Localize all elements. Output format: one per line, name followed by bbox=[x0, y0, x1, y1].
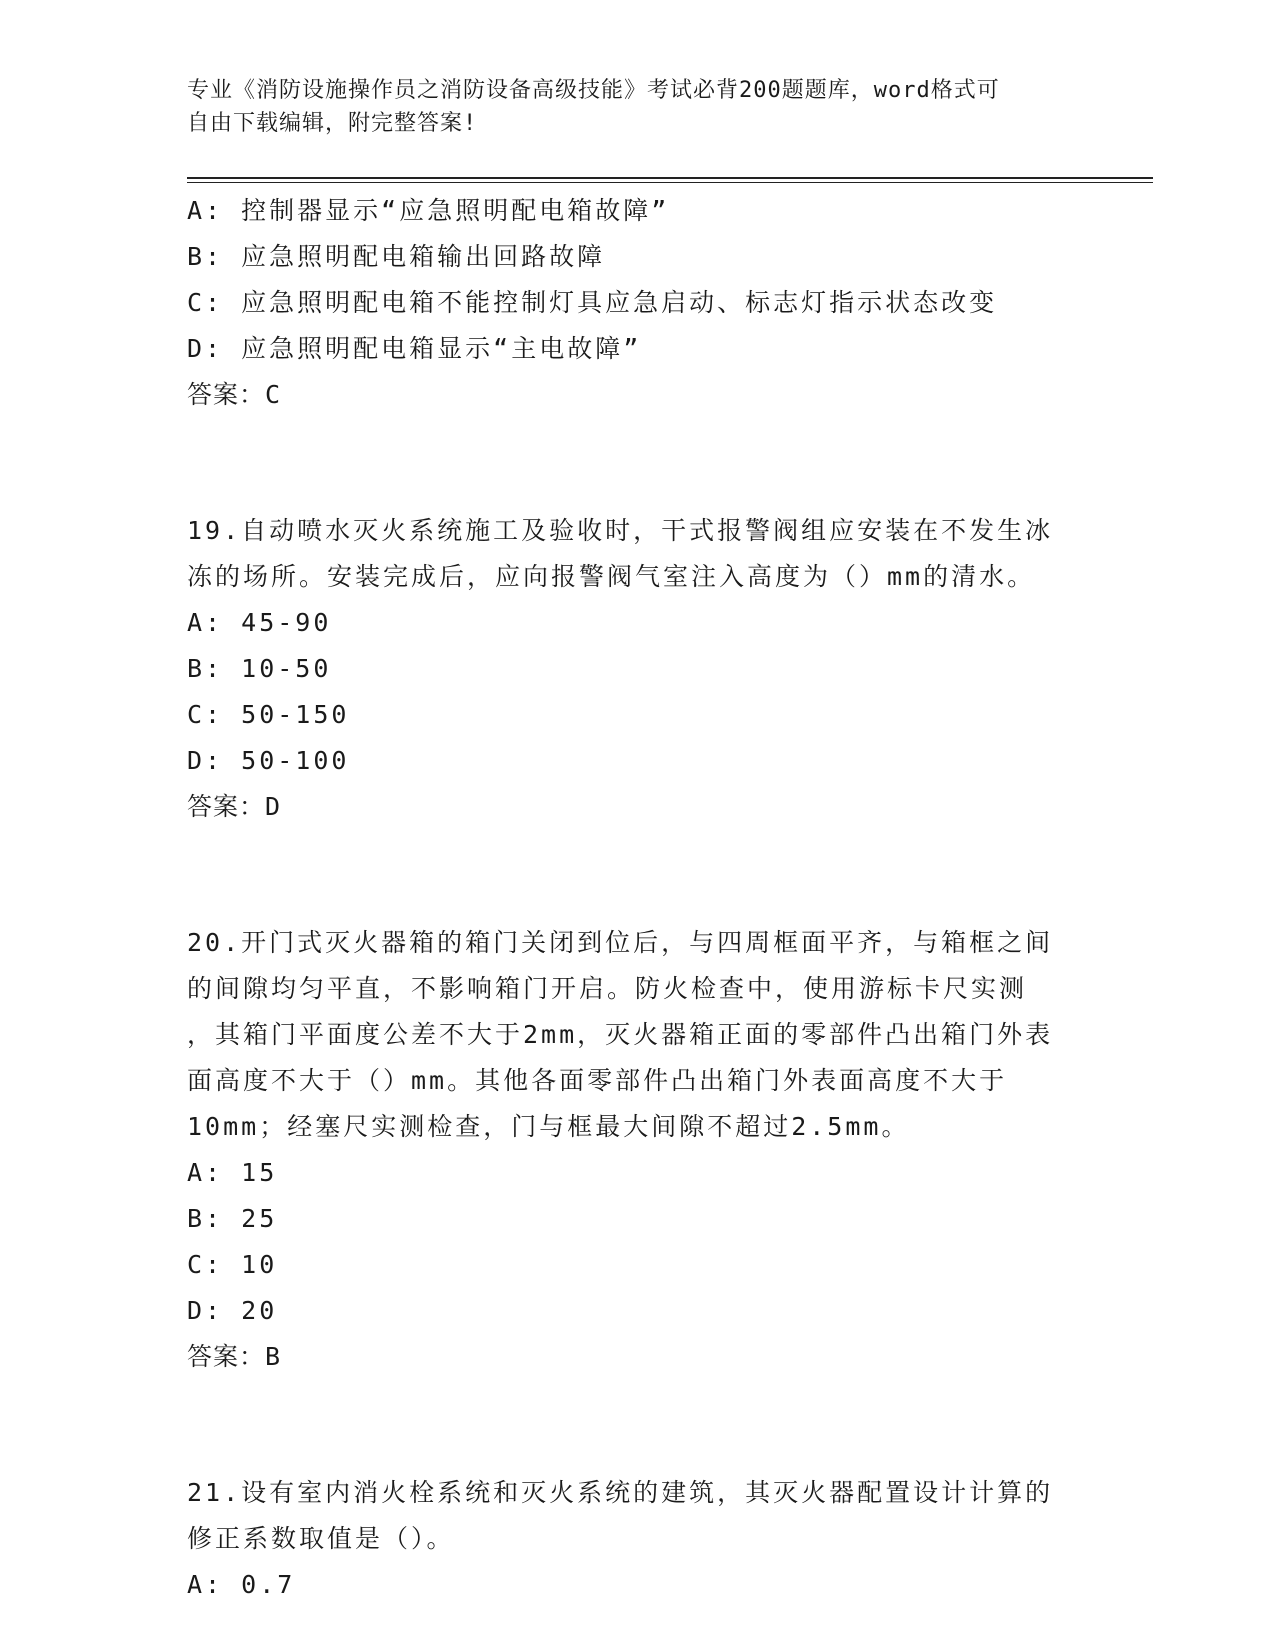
document-header bbox=[187, 74, 1067, 140]
option-a: A: 45-90 bbox=[187, 608, 332, 637]
answer: 答案：B bbox=[187, 1342, 282, 1371]
question-stem-line: 面高度不大于（）mm。其他各面零部件凸出箱门外表面高度不大于 bbox=[187, 1066, 1008, 1095]
option-c: C: 应急照明配电箱不能控制灯具应急启动、标志灯指示状态改变 bbox=[187, 288, 998, 317]
option-b: B: 应急照明配电箱输出回路故障 bbox=[187, 242, 606, 271]
option-d: D: 20 bbox=[187, 1296, 278, 1325]
question-stem-line: 20.开门式灭火器箱的箱门关闭到位后，与四周框面平齐，与箱框之间 bbox=[187, 928, 1054, 957]
header-line-2: 自由下载编辑，附完整答案! bbox=[187, 111, 478, 136]
spacer bbox=[187, 830, 1087, 920]
header-line-1: 专业《消防设施操作员之消防设备高级技能》考试必背200题题库，word格式可 bbox=[187, 78, 1000, 103]
option-a: A: 15 bbox=[187, 1158, 278, 1187]
question-21 bbox=[187, 1470, 1087, 1608]
answer: 答案：C bbox=[187, 380, 282, 409]
header-divider-thick bbox=[187, 177, 1153, 179]
option-b: B: 25 bbox=[187, 1204, 278, 1233]
header-divider-thin bbox=[187, 182, 1153, 183]
answer: 答案：D bbox=[187, 792, 282, 821]
spacer bbox=[187, 1380, 1087, 1470]
option-a: A: 控制器显示“应急照明配电箱故障” bbox=[187, 196, 670, 225]
option-a: A: 0.7 bbox=[187, 1570, 296, 1599]
option-d: D: 50-100 bbox=[187, 746, 350, 775]
question-stem-line: 的间隙均匀平直，不影响箱门开启。防火检查中，使用游标卡尺实测 bbox=[187, 974, 1028, 1003]
question-stem-line: 19.自动喷水灭火系统施工及验收时，干式报警阀组应安装在不发生冰 bbox=[187, 516, 1054, 545]
question-stem-line: 10mm；经塞尺实测检查，门与框最大间隙不超过2.5mm。 bbox=[187, 1112, 910, 1141]
question-stem-line: 修正系数取值是（）。 bbox=[187, 1524, 455, 1553]
question-20 bbox=[187, 920, 1087, 1380]
option-c: C: 10 bbox=[187, 1250, 278, 1279]
question-18 bbox=[187, 188, 1087, 418]
question-19 bbox=[187, 508, 1087, 830]
question-stem-line: 21.设有室内消火栓系统和灭火系统的建筑，其灭火器配置设计计算的 bbox=[187, 1478, 1054, 1507]
question-content bbox=[187, 188, 1087, 1608]
option-d: D: 应急照明配电箱显示“主电故障” bbox=[187, 334, 642, 363]
spacer bbox=[187, 418, 1087, 508]
question-stem-line: ，其箱门平面度公差不大于2mm，灭火器箱正面的零部件凸出箱门外表 bbox=[187, 1020, 1054, 1049]
option-b: B: 10-50 bbox=[187, 654, 332, 683]
option-c: C: 50-150 bbox=[187, 700, 350, 729]
question-stem-line: 冻的场所。安装完成后，应向报警阀气室注入高度为（）mm的清水。 bbox=[187, 562, 1036, 591]
